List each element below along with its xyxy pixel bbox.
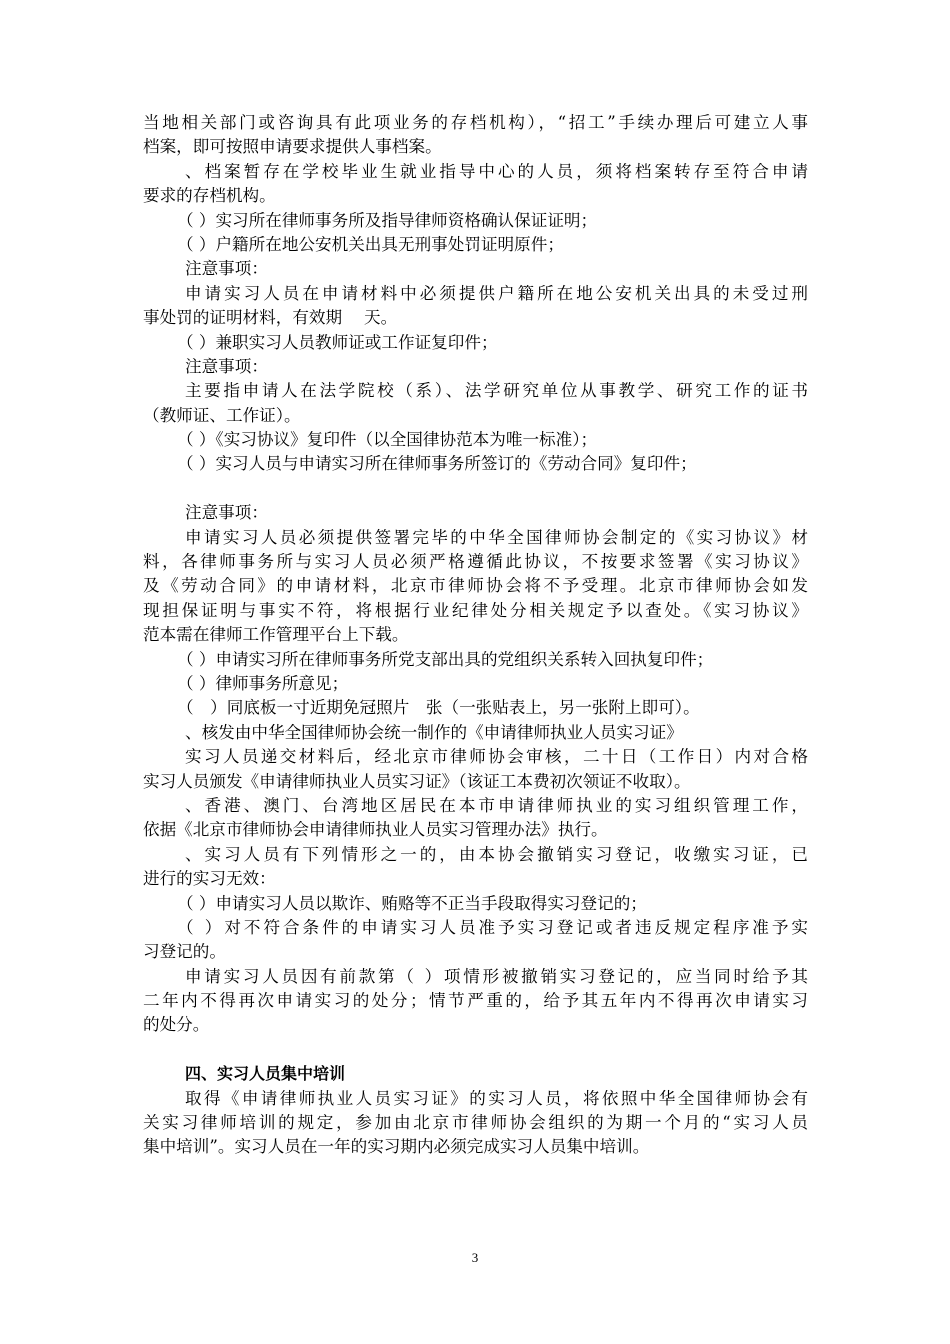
text-line: 取得《申请律师执业人员实习证》的实习人员，将依照中华全国律师协会有 (185, 1088, 808, 1108)
text-line: 注意事项： (185, 259, 268, 279)
text-line: （ ）律师事务所意见； (177, 673, 349, 693)
text-line: 申请实习人员必须提供签署完毕的中华全国律师协会制定的《实习协议》材 (185, 527, 808, 547)
text-line: 、档案暂存在学校毕业生就业指导中心的人员，须将档案转存至符合申请 (185, 161, 808, 181)
text-line: 的处分。 (143, 1015, 210, 1035)
text-line: 实习人员颁发《申请律师执业人员实习证》（该证工本费初次领证不收取）。 (143, 771, 691, 791)
text-line: 档案，即可按照申请要求提供人事档案。 (143, 137, 442, 157)
text-line: 申请实习人员在申请材料中必须提供户籍所在地公安机关出具的未受过刑 (185, 283, 808, 303)
text-line: 、实习人员有下列情形之一的，由本协会撤销实习登记，收缴实习证，已 (185, 844, 808, 864)
text-line: 进行的实习无效： (143, 869, 276, 889)
text-line: （ ）申请实习所在律师事务所党支部出具的党组织关系转入回执复印件； (177, 649, 714, 669)
text-line: 实习人员递交材料后，经北京市律师协会审核，二十日（工作日）内对合格 (185, 747, 808, 767)
blank-line (143, 1038, 808, 1062)
text-line: 关实习律师培训的规定，参加由北京市律师协会组织的为期一个月的“实习人员 (143, 1113, 808, 1133)
text-line: （ ）《实习协议》复印件（以全国律协范本为唯一标准）； (177, 430, 598, 450)
text-line: 注意事项： (185, 356, 268, 376)
text-line: 注意事项： (185, 503, 268, 523)
text-line: 、核发由中华全国律师协会统一制作的《申请律师执业人员实习证》 (185, 722, 683, 742)
text-line: 当地相关部门或咨询具有此项业务的存档机构），“招工”手续办理后可建立人事 (143, 113, 808, 132)
text-line: （ ）同底板一寸近期免冠照片 张（一张贴表上，另一张附上即可）。 (177, 698, 700, 718)
text-line: 要求的存档机构。 (143, 186, 276, 206)
text-line: （ ）户籍所在地公安机关出具无刑事处罚证明原件； (177, 234, 564, 254)
text-line: 依据《北京市律师协会申请律师执业人员实习管理办法》执行。 (143, 820, 608, 840)
text-line: 集中培训”。实习人员在一年的实习期内必须完成实习人员集中培训。 (143, 1137, 650, 1157)
text-line: 料，各律师事务所与实习人员必须严格遵循此协议，不按要求签署《实习协议》 (143, 552, 808, 572)
text-line: 、香港、澳门、台湾地区居民在本市申请律师执业的实习组织管理工作， (185, 795, 808, 815)
text-line: 范本需在律师工作管理平台上下载。 (143, 625, 409, 645)
text-line: （ ）实习所在律师事务所及指导律师资格确认保证证明； (177, 210, 598, 230)
text-line: 事处罚的证明材料，有效期 天。 (143, 308, 398, 328)
text-line: （教师证、工作证）。 (143, 405, 301, 425)
text-line: （ ）实习人员与申请实习所在律师事务所签订的《劳动合同》复印件； (177, 454, 697, 474)
text-line: 习登记的。 (143, 942, 226, 962)
text-line: 现担保证明与事实不符，将根据行业纪律处分相关规定予以查处。《实习协议》 (143, 600, 808, 620)
text-line: （ ）对不符合条件的申请实习人员准予实习登记或者违反规定程序准予实 (177, 917, 808, 937)
section-heading: 四、实习人员集中培训 (185, 1064, 346, 1084)
text-line: 二年内不得再次申请实习的处分；情节严重的，给予其五年内不得再次申请实习 (143, 991, 808, 1011)
blank-line (143, 477, 808, 501)
text-line: 申请实习人员因有前款第（ ）项情形被撤销实习登记的，应当同时给予其 (185, 966, 808, 986)
text-line: （ ）申请实习人员以欺诈、贿赂等不正当手段取得实习登记的； (177, 893, 647, 913)
page-number: 3 (471, 1250, 479, 1265)
text-line: （ ）兼职实习人员教师证或工作证复印件； (177, 332, 498, 352)
text-line: 主要指申请人在法学院校（系）、法学研究单位从事教学、研究工作的证书 (185, 381, 808, 401)
text-line: 及《劳动合同》的申请材料，北京市律师协会将不予受理。北京市律师协会如发 (143, 576, 808, 596)
document-body (143, 111, 808, 1160)
